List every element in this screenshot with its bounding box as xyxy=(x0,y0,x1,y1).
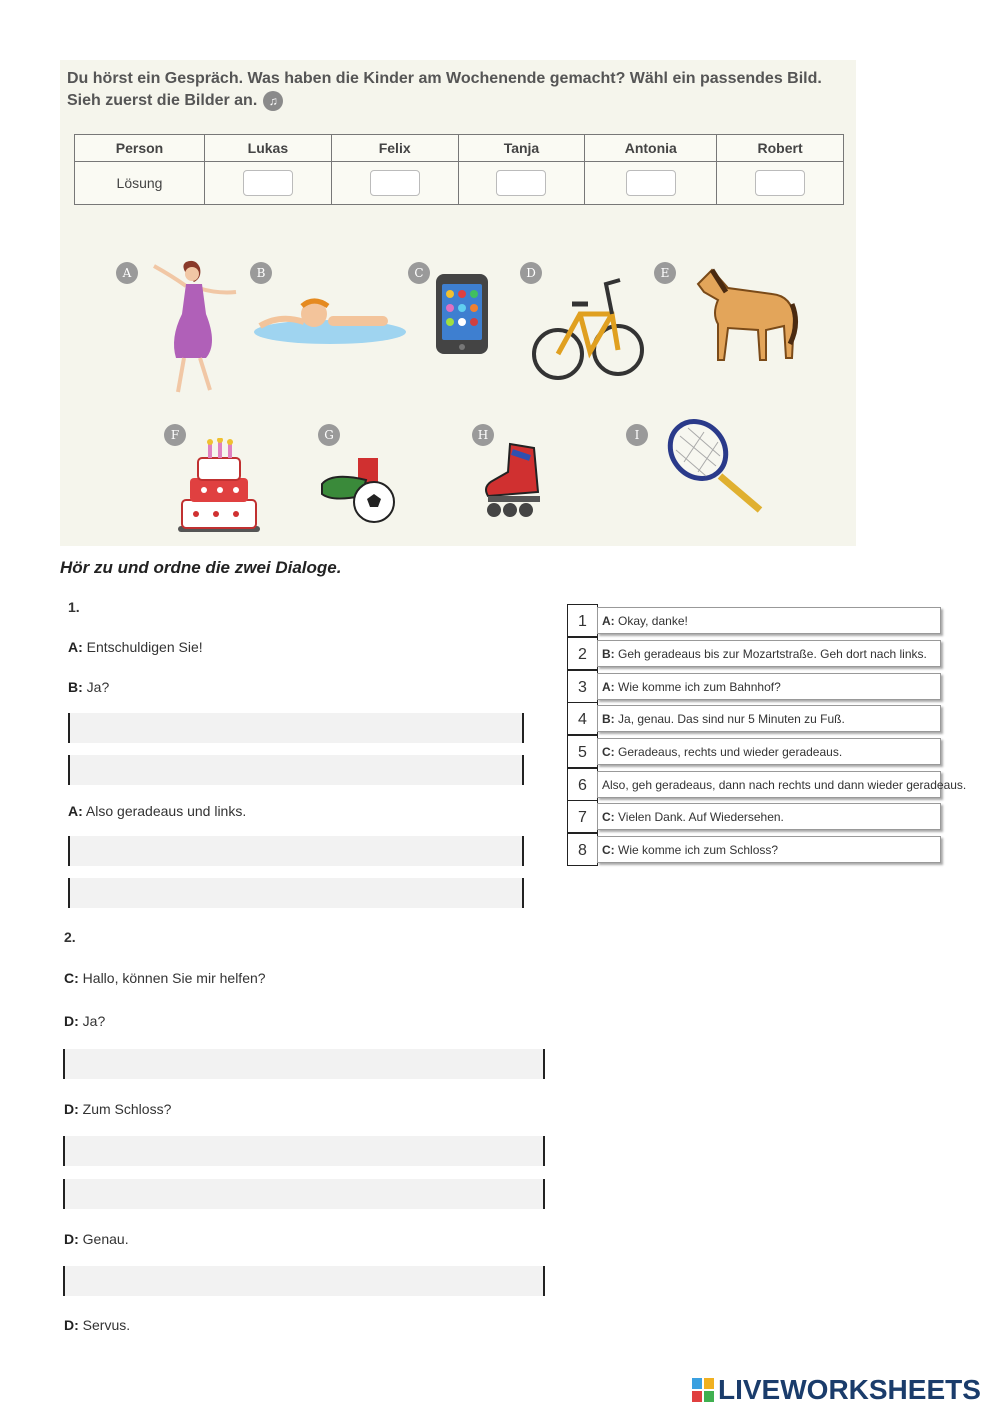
liveworksheets-logo: LIVEWORKSHEETS xyxy=(692,1374,981,1406)
draggable-card-6[interactable]: Also, geh geradeaus, dann nach rechts und dann wieder geradeaus. xyxy=(597,771,941,798)
table-solution-row xyxy=(75,162,844,205)
bicycle-icon xyxy=(532,274,644,382)
person-antonia: Antonia xyxy=(585,135,717,162)
picture-letter-c: C xyxy=(408,262,430,284)
card-number-7: 7 xyxy=(567,800,598,833)
person-lukas: Lukas xyxy=(205,135,332,162)
answer-input-antonia[interactable] xyxy=(626,170,676,196)
dialog1-drop-slot-4[interactable] xyxy=(68,878,524,908)
dialog2-drop-slot-2[interactable] xyxy=(63,1136,545,1166)
table-header-row xyxy=(75,135,844,162)
dialog1-drop-slot-3[interactable] xyxy=(68,836,524,866)
dialog1-drop-slot-1[interactable] xyxy=(68,713,524,743)
draggable-card-1[interactable]: A: Okay, danke! xyxy=(597,607,941,634)
picture-letter-f: F xyxy=(164,424,186,446)
person-robert: Robert xyxy=(717,135,844,162)
draggable-card-7[interactable]: C: Vielen Dank. Auf Wiedersehen. xyxy=(597,803,941,830)
card-number-5: 5 xyxy=(567,735,598,768)
card-number-4: 4 xyxy=(567,702,598,735)
draggable-card-4[interactable]: B: Ja, genau. Das sind nur 5 Minuten zu Fuß. xyxy=(597,705,941,732)
smartphone-icon xyxy=(432,272,492,356)
soccer-icon xyxy=(320,456,406,526)
draggable-card-5[interactable]: C: Geradeaus, rechts und wieder geradeaus. xyxy=(597,738,941,765)
liveworksheets-logo-icon xyxy=(692,1378,714,1402)
card-number-6: 6 xyxy=(567,768,598,801)
card-number-2: 2 xyxy=(567,637,598,670)
picture-letter-i: I xyxy=(626,424,648,446)
inline-skate-icon xyxy=(480,440,546,520)
dialog1-line-3: A: Also geradeaus und links. xyxy=(68,803,247,819)
dialog2-drop-slot-3[interactable] xyxy=(63,1179,545,1209)
cake-icon xyxy=(176,438,262,534)
instruction: Du hörst ein Gespräch. Was haben die Kinder am Wochenende gemacht? Wähl ein passendes Bild. Sieh zuerst die Bilder an. ♫ xyxy=(67,70,822,109)
person-tanja: Tanja xyxy=(458,135,585,162)
picture-letter-d: D xyxy=(520,262,542,284)
dialog2-line-5: D: Servus. xyxy=(64,1317,131,1333)
dialog1-number: 1. xyxy=(68,599,80,615)
dialog2-drop-slot-1[interactable] xyxy=(63,1049,545,1079)
dialog2-line-2: D: Ja? xyxy=(64,1013,106,1029)
card-number-1: 1 xyxy=(567,604,598,637)
draggable-card-2[interactable]: B: Geh geradeaus bis zur Mozartstraße. Geh dort nach links. xyxy=(597,640,941,667)
card-number-8: 8 xyxy=(567,833,598,866)
picture-letter-h: H xyxy=(472,424,494,446)
picture-letter-g: G xyxy=(318,424,340,446)
draggable-card-8[interactable]: C: Wie komme ich zum Schloss? xyxy=(597,836,941,863)
audio-icon[interactable]: ♫ xyxy=(263,91,283,111)
picture-letter-a: A xyxy=(116,262,138,284)
solution-table xyxy=(74,134,844,205)
dialog1-drop-slot-2[interactable] xyxy=(68,755,524,785)
dancing-woman-icon xyxy=(148,258,238,398)
answer-input-tanja[interactable] xyxy=(496,170,546,196)
swimmer-icon xyxy=(250,288,410,352)
picture-letter-e: E xyxy=(654,262,676,284)
person-header: Person xyxy=(75,135,205,162)
answer-input-robert[interactable] xyxy=(755,170,805,196)
exercise-panel xyxy=(60,60,856,546)
dialog2-number: 2. xyxy=(64,929,76,945)
horse-icon xyxy=(688,264,800,364)
answer-input-felix[interactable] xyxy=(370,170,420,196)
card-number-3: 3 xyxy=(567,670,598,703)
dialog2-drop-slot-4[interactable] xyxy=(63,1266,545,1296)
tennis-racket-icon xyxy=(664,416,770,516)
dialog2-line-3: D: Zum Schloss? xyxy=(64,1101,172,1117)
dialog2-line-1: C: Hallo, können Sie mir helfen? xyxy=(64,970,266,986)
picture-letter-b: B xyxy=(250,262,272,284)
answer-input-lukas[interactable] xyxy=(243,170,293,196)
dialog1-line-2: B: Ja? xyxy=(68,679,110,695)
solution-label: Lösung xyxy=(75,162,205,205)
dialog1-line-1: A: Entschuldigen Sie! xyxy=(68,639,203,655)
person-felix: Felix xyxy=(331,135,458,162)
draggable-card-3[interactable]: A: Wie komme ich zum Bahnhof? xyxy=(597,673,941,700)
exercise2-title: Hör zu und ordne die zwei Dialoge. xyxy=(60,558,342,577)
dialog2-line-4: D: Genau. xyxy=(64,1231,129,1247)
